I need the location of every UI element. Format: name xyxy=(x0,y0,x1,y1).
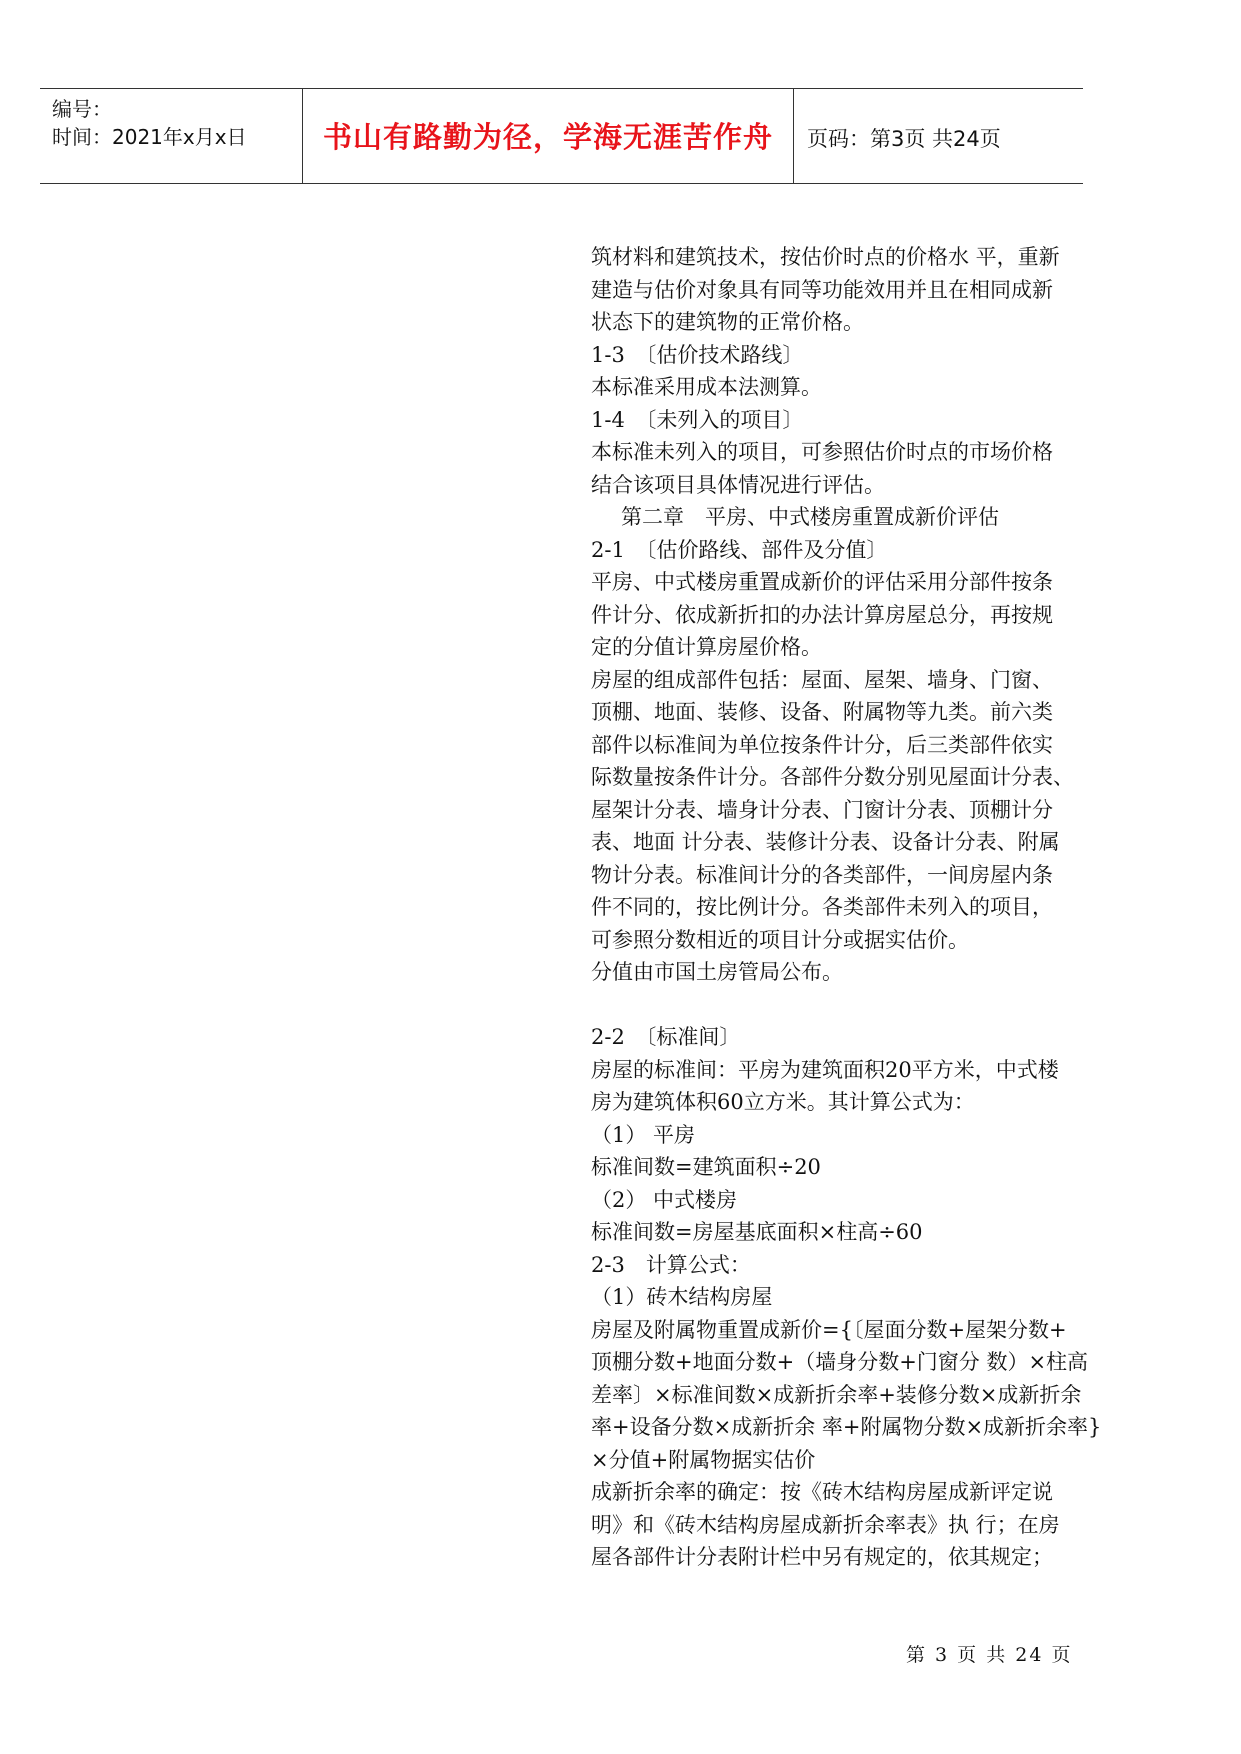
body-text-line: 可参照分数相近的项目计分或据实估价。 xyxy=(591,927,969,952)
body-text-line: 物计分表。标准间计分的各类部件，一间房屋内条 xyxy=(591,862,1053,887)
body-text-line: 筑材料和建筑技术，按估价时点的价格水 平，重新 xyxy=(591,245,1060,269)
body-text-line: 件计分、依成新折扣的办法计算房屋总分，再按规 xyxy=(591,602,1053,627)
body-text-line: 2-2 〔标准间〕 xyxy=(591,1025,741,1049)
body-text-line: 成新折余率的确定：按《砖木结构房屋成新评定说 xyxy=(591,1480,1053,1504)
body-text-line: 际数量按条件计分。各部件分数分别见屋面计分表、 xyxy=(591,765,1074,789)
body-text-line: 房为建筑体积60立方米。其计算公式为： xyxy=(591,1090,975,1114)
header-page-cell xyxy=(794,89,1083,183)
body-text-line: （2） 中式楼房 xyxy=(591,1187,738,1212)
header-meta-cell xyxy=(40,89,302,183)
body-text-line: 平房、中式楼房重置成新价的评估采用分部件按条 xyxy=(591,570,1053,594)
body-text-line: 定的分值计算房屋价格。 xyxy=(591,635,822,659)
document-body xyxy=(591,241,1102,1574)
page-header xyxy=(40,88,1083,184)
body-text-line: 率+设备分数×成新折余 率+附属物分数×成新折余率} xyxy=(591,1415,1102,1439)
body-text-line: 标准间数=房屋基底面积×柱高÷60 xyxy=(591,1220,923,1244)
body-text-line: （1） 平房 xyxy=(591,1122,696,1147)
body-text-line: 房屋及附属物重置成新价={〔屋面分数+屋架分数+ xyxy=(591,1317,1067,1342)
body-text-line: 2-3 计算公式： xyxy=(591,1252,751,1277)
document-number-label: 编号： xyxy=(52,97,112,121)
body-text-line: 件不同的，按比例计分。各类部件未列入的项目， xyxy=(591,895,1053,919)
body-text-line: 顶棚分数+地面分数+（墙身分数+门窗分 数）×柱高 xyxy=(591,1350,1089,1374)
body-text-line: 明》和《砖木结构房屋成新折余率表》执 行；在房 xyxy=(591,1512,1060,1537)
body-text-line: 分值由市国土房管局公布。 xyxy=(591,960,843,984)
blank-line xyxy=(591,989,1091,1022)
body-text-line: 顶棚、地面、装修、设备、附属物等九类。前六类 xyxy=(591,700,1053,724)
body-text-line: 屋各部件计分表附计栏中另有规定的，依其规定； xyxy=(591,1545,1053,1569)
body-text-line: 屋架计分表、墙身计分表、门窗计分表、顶棚计分 xyxy=(591,797,1053,822)
body-text-line: （1）砖木结构房屋 xyxy=(591,1285,773,1309)
header-motto: 书山有路勤为径，学海无涯苦作舟 xyxy=(322,120,773,154)
body-text-line: 结合该项目具体情况进行评估。 xyxy=(591,472,885,497)
body-text-line: 状态下的建筑物的正常价格。 xyxy=(591,310,864,334)
chapter-heading: 第二章 平房、中式楼房重置成新价评估 xyxy=(621,505,999,529)
body-text-line: 标准间数=建筑面积÷20 xyxy=(591,1155,821,1179)
header-motto-cell xyxy=(302,89,794,183)
page-footer: 第 3 页 共 24 页 xyxy=(906,1644,1073,1666)
document-date-label: 时间：2021年x月x日 xyxy=(52,125,247,149)
body-text-line: 1-3 〔估价技术路线〕 xyxy=(591,342,804,367)
header-page-info: 页码：第3页 共24页 xyxy=(807,127,1001,151)
body-text-line: 房屋的标准间：平房为建筑面积20平方米，中式楼 xyxy=(591,1057,1059,1082)
body-text-line: 本标准采用成本法测算。 xyxy=(591,375,822,399)
body-text-line: 本标准未列入的项目，可参照估价时点的市场价格 xyxy=(591,440,1053,464)
body-text-line: ×分值+附属物据实估价 xyxy=(591,1447,816,1472)
body-text-line: 建造与估价对象具有同等功能效用并且在相同成新 xyxy=(591,277,1053,302)
body-text-line: 部件以标准间为单位按条件计分，后三类部件依实 xyxy=(591,732,1053,757)
body-text-line: 1-4 〔未列入的项目〕 xyxy=(591,407,804,432)
body-text-line: 表、地面 计分表、装修计分表、设备计分表、附属 xyxy=(591,830,1060,854)
body-text-line: 差率〕×标准间数×成新折余率+装修分数×成新折余 xyxy=(591,1382,1082,1407)
body-text-line: 2-1 〔估价路线、部件及分值〕 xyxy=(591,537,888,562)
body-text-line: 房屋的组成部件包括：屋面、屋架、墙身、门窗、 xyxy=(591,667,1053,692)
